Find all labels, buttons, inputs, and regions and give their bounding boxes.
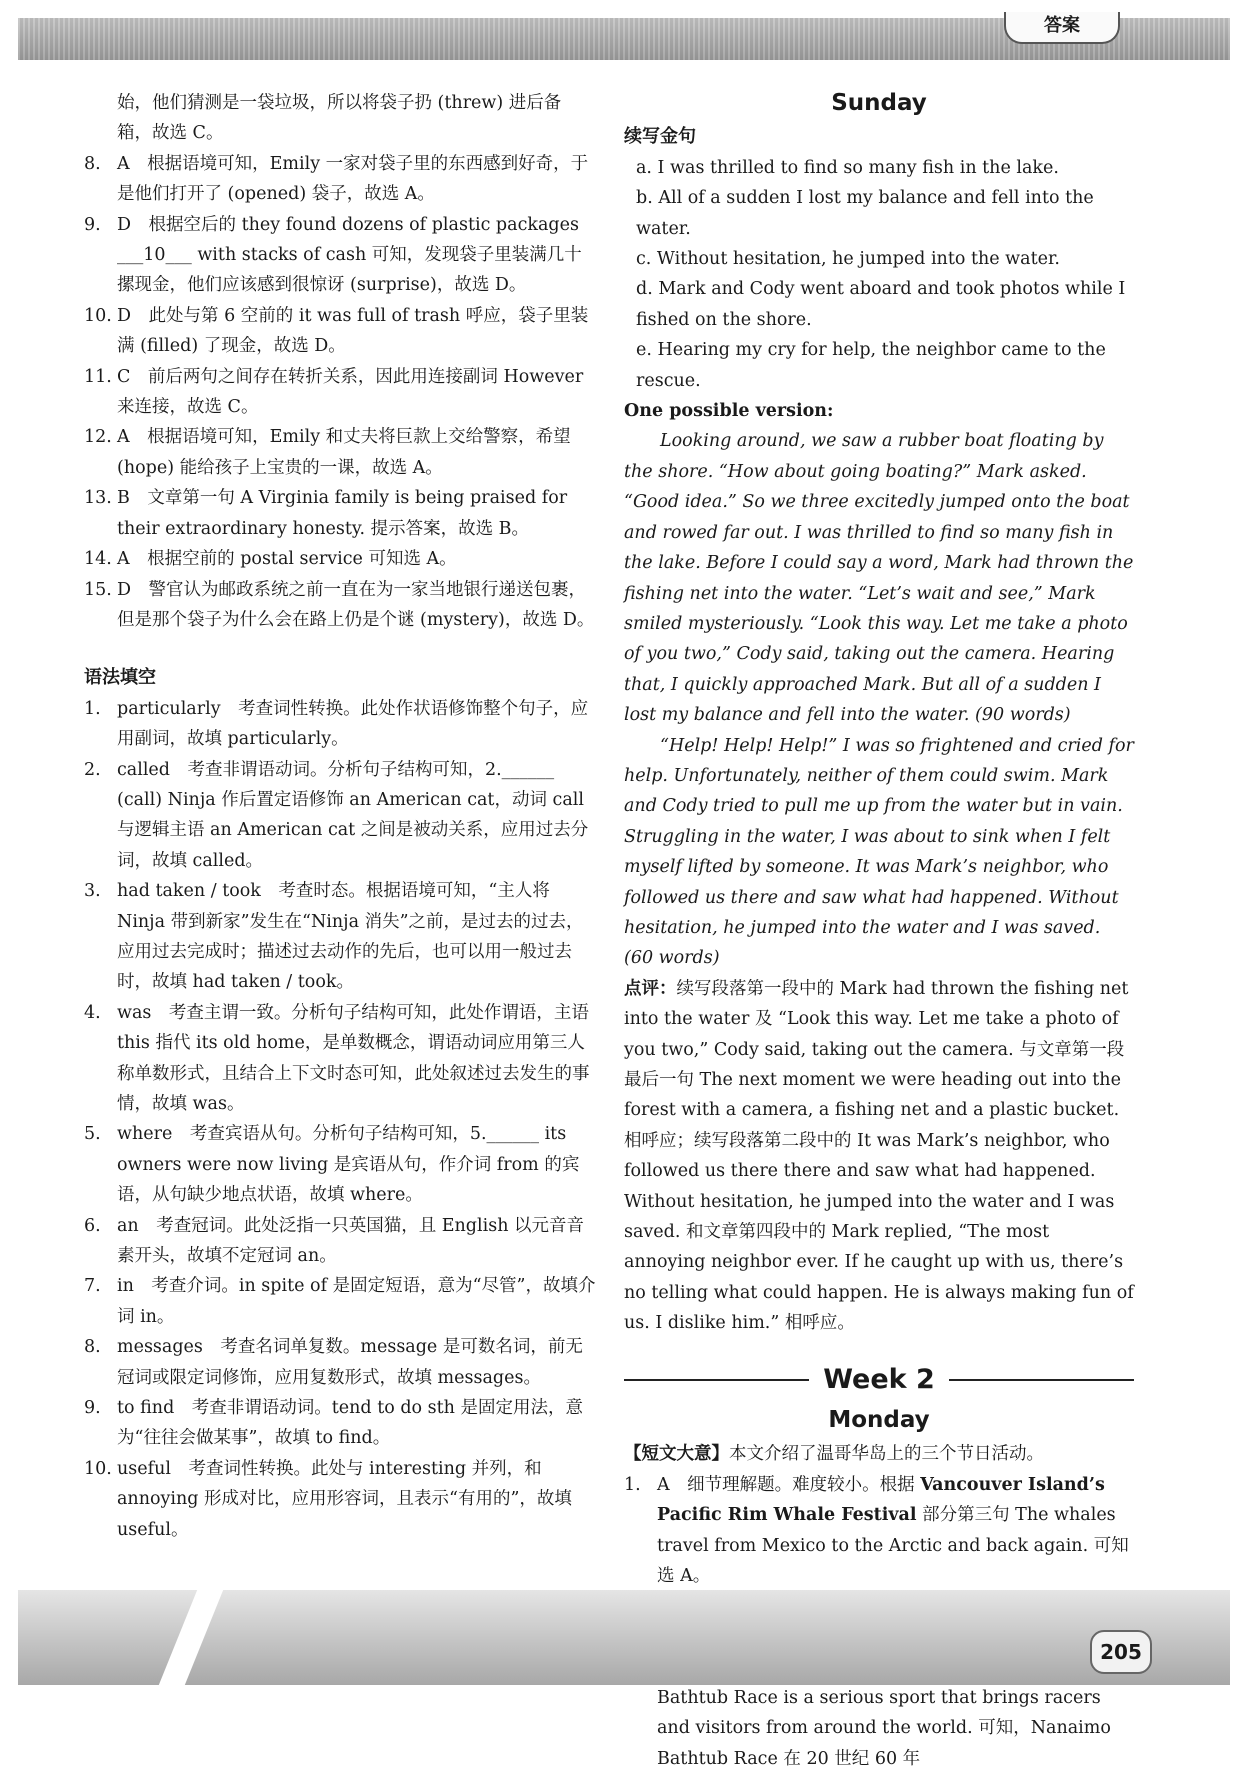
divider-line (949, 1379, 1134, 1381)
answer-item: 8. A 根据语境可知，Emily 一家对袋子里的东西感到好奇，于是他们打开了 (opened) 袋子，故选 A。 (84, 153, 589, 205)
summary-label: 【短文大意】 (624, 1444, 729, 1465)
grammar-item: 6. an 考查冠词。此处泛指一只英国猫，且 English 以元音音素开头，故填不定冠词 an。 (84, 1215, 585, 1267)
summary (624, 1439, 1134, 1469)
sentence-item: c. Without hesitation, he jumped into the water. (636, 249, 1060, 270)
monday-heading: Monday (828, 1407, 930, 1434)
sentence-item: a. I was thrilled to find so many fish in the lake. (636, 157, 1059, 178)
essay-paragraph: Looking around, we saw a rubber boat floating by the shore. “How about going boating?” Mark asked. “Good idea.” So we three excitedly jumped onto the boat and rowed far out. I was thrilled to find so many fish in the lake. Before I could say a word, Mark had thrown the fishing net into the water. “Let’s wait and see,” Mark smiled mysteriously. “Look this way. Let me take a photo of you two,” Cody said, taking out the camera. Hearing that, I quickly approached Mark. But all of a sudden I lost my balance and fell into the water. (90 words) (624, 431, 1134, 726)
version-title: One possible version: (624, 401, 834, 422)
comment (624, 974, 1134, 1339)
grammar-item: 9. to find 考查非谓语动词。tend to do sth 是固定用法，意为“往往会做某事”，故填 to find。 (84, 1398, 583, 1449)
comment-text: 续写段落第一段中的 Mark had thrown the fishing net into the water 及 “Look this way. Let me take a photo of you two,” Cody said, taking out the camera. 与文章第一段最后一句 The next moment we were heading out into the forest with a camera, a fishing net and a plastic bucket. 相呼应；续写段落第二段中的 It was Mark’s neighbor, who followed us there there and saw what had happened. Without hesitation, he jumped into the water and I was saved. 和文章第四段中的 Mark replied, “The most annoying neighbor ever. If he caught up with us, there’s no telling what could happen. He is always making fun of us. I dislike him.” 相呼应。 (624, 978, 1134, 1334)
week-divider (624, 1365, 1134, 1395)
divider-line (624, 1379, 809, 1381)
sunday-heading: Sunday (831, 90, 927, 116)
grammar-section-title: 语法填空 (84, 667, 156, 689)
comment-label: 点评： (624, 978, 677, 999)
sentence-item: e. Hearing my cry for help, the neighbor came to the rescue. (636, 340, 1106, 391)
answer-item: 11. C 前后两句之间存在转折关系，因此用连接副词 However 来连接，故选 C。 (84, 366, 584, 418)
grammar-item: 8. messages 考查名词单复数。message 是可数名词，前无冠词或限定词修饰，应用复数形式，故填 messages。 (84, 1337, 583, 1388)
grammar-item: 2. called 考查非谓语动词。分析句子结构可知，2.______ (call) Ninja 作后置定语修饰 an American cat，动词 call 与逻辑主语 an American cat 之间是被动关系，应用过去分词，故填 called。 (84, 759, 589, 871)
answer-item: 14. A 根据空前的 postal service 可知选 A。 (84, 549, 457, 570)
section-tab: 答案 (1004, 12, 1120, 44)
essay (624, 426, 1134, 973)
monday-item: 1. A 细节理解题。难度较小。根据 Vancouver Island’s Pacific Rim Whale Festival 部分第三句 The whales travel from Mexico to the Arctic and back again. 可知选 A。 (624, 1474, 1129, 1587)
answer-item: 15. D 警官认为邮政系统之前一直在为一家当地银行递送包裹，但是那个袋子为什么会在路上仍是个谜 (mystery)，故选 D。 (84, 579, 595, 630)
footer-bar (18, 1590, 1230, 1685)
summary-text: 本文介绍了温哥华岛上的三个节日活动。 (729, 1444, 1044, 1465)
page-number: 205 (1090, 1630, 1152, 1674)
answer-item: 10. D 此处与第 6 空前的 it was full of trash 呼应，袋子里装满 (filled) 了现金，故选 D。 (84, 305, 589, 357)
grammar-item: 10. useful 考查词性转换。此处与 interesting 并列，和 annoying 形成对比，应用形容词，且表示“有用的”，故填 useful。 (84, 1458, 572, 1540)
sentence-item: b. All of a sudden I lost my balance and fell into the water. (636, 188, 1094, 239)
monday-item: Bathtub Race is a serious sport that brings racers and visitors from around the world. 可知，Nanaimo Bathtub Race 在 20 世纪 60 年 (657, 1687, 1111, 1769)
grammar-item: 7. in 考查介词。in spite of 是固定短语，意为“尽管”，故填介词 in。 (84, 1276, 596, 1327)
answer-item: 9. D 根据空后的 they found dozens of plastic packages ___10___ with stacks of cash 可知，发现袋子里装满几十摞现金，他们应该感到很惊讶 (surprise)，故选 D。 (84, 214, 582, 296)
essay-paragraph: “Help! Help! Help!” I was so frightened and cried for help. Unfortunately, neither of them could swim. Mark and Cody tried to pull me up from the water but in vain. Struggling in the water, I was about to sink when I felt myself lifted by someone. It was Mark’s neighbor, who followed us there and saw what had happened. Without hesitation, he jumped into the water and I was saved. (60 words) (624, 735, 1134, 969)
header-bar (18, 15, 1230, 60)
answer-item: 12. A 根据语境可知，Emily 和丈夫将巨款上交给警察，希望 (hope) 能给孩子上宝贵的一课，故选 A。 (84, 427, 571, 478)
golden-sentences-title: 续写金句 (624, 126, 696, 148)
sentence-item: d. Mark and Cody went aboard and took photos while I fished on the shore. (636, 279, 1126, 330)
answer-item: 13. B 文章第一句 A Virginia family is being praised for their extraordinary honesty. 提示答案，故选 B。 (84, 488, 568, 539)
grammar-item: 3. had taken / took 考查时态。根据语境可知，“主人将 Ninja 带到新家”发生在“Ninja 消失”之前，是过去的过去，应用过去完成时；描述过去动作的先后，也可以用一般过去时，故填 had taken / took。 (84, 881, 584, 993)
week-heading: Week 2 (823, 1363, 935, 1395)
sentence-list (624, 153, 1134, 396)
answer-item: 始，他们猜测是一袋垃圾，所以将袋子扔 (threw) 进后备箱，故选 C。 (117, 93, 562, 144)
footer-decoration (159, 1590, 223, 1685)
right-column (624, 88, 1134, 1774)
grammar-item: 1. particularly 考查词性转换。此处作状语修饰整个句子，应用副词，故填 particularly。 (84, 698, 589, 750)
grammar-item: 5. where 考查宾语从句。分析句子结构可知，5.______ its owners were now living 是宾语从句，作介词 from 的宾语，从句缺少地点状语，故填 where。 (84, 1124, 580, 1206)
left-column (84, 88, 596, 1545)
grammar-item: 4. was 考查主谓一致。分析句子结构可知，此处作谓语，主语 this 指代 its old home，是单数概念，谓语动词应用第三人称单数形式，且结合上下文时态可知，此处叙述过去发生的事情，故填 was。 (84, 1002, 590, 1114)
